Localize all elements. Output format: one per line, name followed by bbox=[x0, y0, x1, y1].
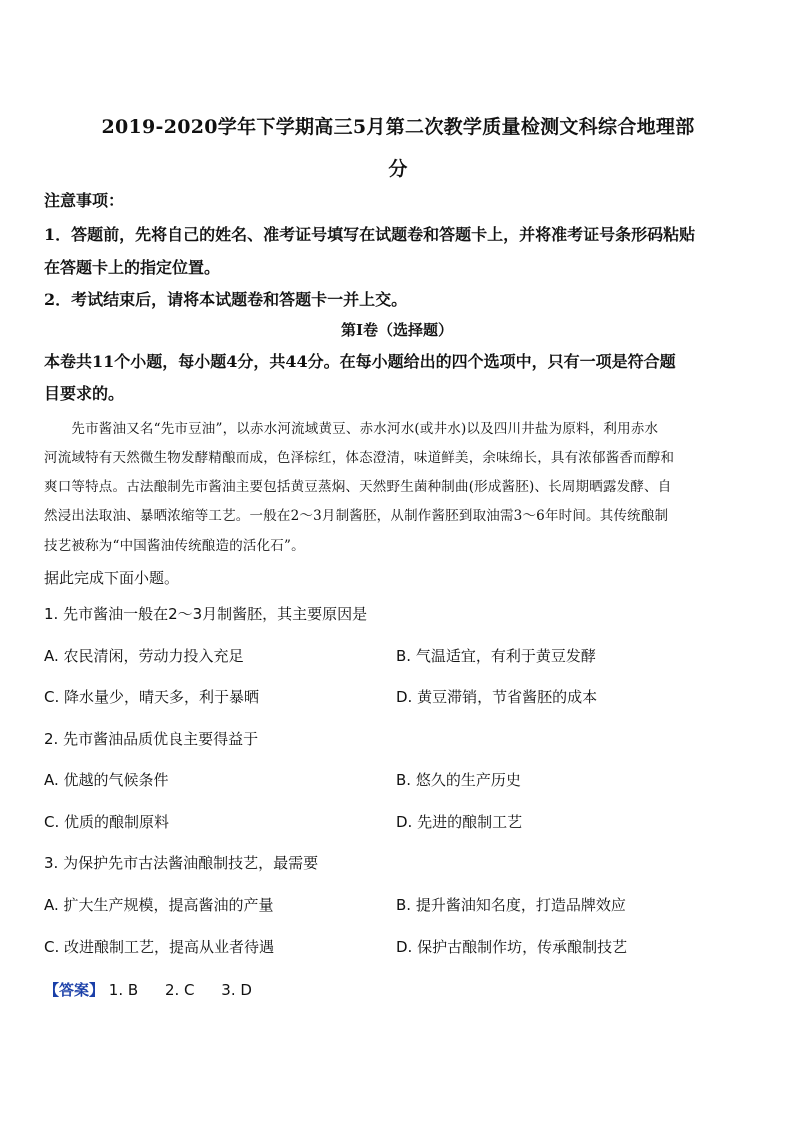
question-1-option-b[interactable]: B. 气温适宜，有利于黄豆发酵 bbox=[396, 647, 596, 665]
exam-title-line2: 分 bbox=[388, 158, 408, 180]
question-3-option-d[interactable]: D. 保护古酿制作坊，传承酿制技艺 bbox=[396, 938, 628, 956]
question-2-option-c[interactable]: C. 优质的酿制原料 bbox=[44, 813, 170, 831]
answer-item-2: 2. C bbox=[164, 981, 195, 999]
passage-line-3: 爽口等特点。古法酿制先市酱油主要包括黄豆蒸焖、天然野生菌种制曲(形成酱胚)、长周期晒露发酵、自 bbox=[44, 479, 672, 495]
question-1-stem: 1. 先市酱油一般在2～3月制酱胚，其主要原因是 bbox=[44, 605, 368, 623]
question-1-option-c[interactable]: C. 降水量少，晴天多，利于暴晒 bbox=[44, 688, 260, 706]
question-1-option-d[interactable]: D. 黄豆滞销，节省酱胚的成本 bbox=[396, 688, 598, 706]
notice-heading: 注意事项： bbox=[44, 191, 125, 210]
question-1-option-a[interactable]: A. 农民清闲，劳动力投入充足 bbox=[44, 647, 244, 665]
notice-item-1-line1: 1．答题前，先将自己的姓名、准考证号填写在试题卷和答题卡上，并将准考证号条形码粘贴 bbox=[44, 225, 696, 244]
question-3-option-b[interactable]: B. 提升酱油知名度，打造品牌效应 bbox=[396, 896, 626, 914]
question-2-option-b[interactable]: B. 悠久的生产历史 bbox=[396, 771, 521, 789]
question-3-option-a[interactable]: A. 扩大生产规模，提高酱油的产量 bbox=[44, 896, 274, 914]
question-2-option-a[interactable]: A. 优越的气候条件 bbox=[44, 771, 169, 789]
question-2-stem: 2. 先市酱油品质优良主要得益于 bbox=[44, 730, 259, 748]
answer-item-1: 1. B bbox=[108, 981, 139, 999]
answer-tag: 【答案】 bbox=[44, 981, 105, 999]
answer-line bbox=[44, 979, 274, 1000]
passage-line-2: 河流域特有天然微生物发酵精酿而成，色泽棕红，体态澄清，味道鲜美，余味绵长，具有浓郁酱香而醇和 bbox=[44, 450, 675, 466]
notice-item-1-line2: 在答题卡上的指定位置。 bbox=[44, 258, 221, 277]
question-3-option-c[interactable]: C. 改进酿制工艺，提高从业者待遇 bbox=[44, 938, 275, 956]
passage-instruction: 据此完成下面小题。 bbox=[44, 569, 180, 587]
section-intro-line2: 目要求的。 bbox=[44, 384, 125, 403]
question-2-option-d[interactable]: D. 先进的酿制工艺 bbox=[396, 813, 523, 831]
answer-item-3: 3. D bbox=[221, 981, 252, 999]
question-3-stem: 3. 为保护先市古法酱油酿制技艺，最需要 bbox=[44, 854, 319, 872]
exam-title-line1: 2019-2020学年下学期高三5月第二次教学质量检测文科综合地理部 bbox=[101, 116, 695, 138]
notice-item-2: 2．考试结束后，请将本试题卷和答题卡一并上交。 bbox=[44, 290, 408, 309]
section-intro-line1: 本卷共11个小题，每小题4分，共44分。在每小题给出的四个选项中，只有一项是符合题 bbox=[44, 352, 676, 371]
passage-line-4: 然浸出法取油、暴晒浓缩等工艺。一般在2～3月制酱胚，从制作酱胚到取油需3～6年时间。其传统酿制 bbox=[44, 508, 669, 524]
passage-line-1: 先市酱油又名“先市豆油”，以赤水河流域黄豆、赤水河水(或井水)以及四川井盐为原料，利用赤水 bbox=[44, 421, 659, 437]
passage-line-5: 技艺被称为“中国酱油传统酿造的活化石”。 bbox=[44, 538, 305, 554]
section-title: 第Ⅰ卷（选择题） bbox=[340, 321, 454, 339]
